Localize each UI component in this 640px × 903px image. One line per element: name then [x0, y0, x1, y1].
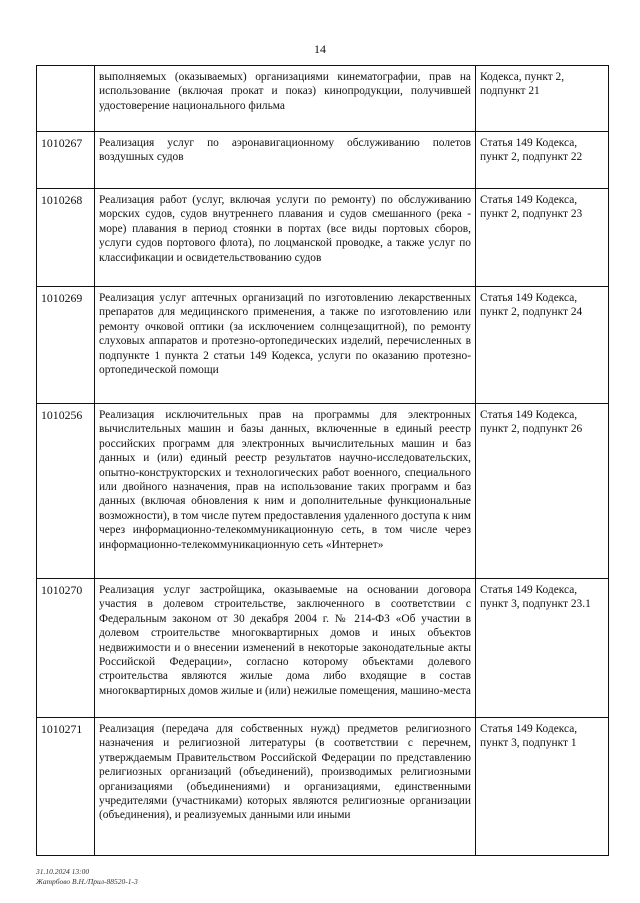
reference-cell: Статья 149 Кодекса, пункт 3, подпункт 1: [476, 718, 609, 856]
page-number: 14: [314, 42, 326, 56]
code-cell: 1010270: [37, 579, 95, 718]
table-row: [37, 287, 609, 404]
description-cell: Реализация услуг аптечных организаций по изготовлению лекарственных препаратов для медицинского применения, а также по изготовлению или ремонту очковой оптики (за исключением солнцезащитной), по ремонту слуховых аппаратов и протезно-ортопедических изделий, перечисленных в подпункте 1 пункта 2 статьи 149 Кодекса, услуги по оказанию протезно-ортопедической помощи: [95, 287, 476, 404]
code-cell: 1010269: [37, 287, 95, 404]
benefit-codes-table: [36, 65, 609, 856]
table-row: [37, 579, 609, 718]
code-cell: 1010256: [37, 404, 95, 579]
table-row: [37, 66, 609, 132]
reference-cell: Статья 149 Кодекса, пункт 2, подпункт 24: [476, 287, 609, 404]
document-footer: [36, 867, 138, 887]
code-cell: 1010268: [37, 189, 95, 287]
description-cell: Реализация услуг застройщика, оказываемые на основании договора участия в долевом строительстве, заключенного в соответствии с Федеральным законом от 30 декабря 2004 г. № 214-ФЗ «Об участии в долевом строительстве многоквартирных домов и иных объектов недвижимости и о внесении изменений в некоторые законодательные акты Российской Федерации», согласно которому объектами долевого строительства являются жилые дома либо входящие в состав многоквартирных домов жилые и (или) нежилые помещения, машино-места: [95, 579, 476, 718]
description-cell: Реализация работ (услуг, включая услуги по ремонту) по обслуживанию морских судов, судов внутреннего плавания и судов смешанного (река - море) плавания в период стоянки в портах (все виды портовых сборов, услуги судов портового флота), по лоцманской проводке, а также услуг по классификации и освидетельствованию судов: [95, 189, 476, 287]
reference-cell: Статья 149 Кодекса, пункт 2, подпункт 23: [476, 189, 609, 287]
description-cell: Реализация (передача для собственных нужд) предметов религиозного назначения и религиозной литературы (в соответствии с перечнем, утверждаемым Правительством Российской Федерации по представлению религиозных организаций (объединений), производимых религиозными организациями (объединениями) и организациями, единственными учредителями (участниками) которых являются религиозные организации (объединения), и реализуемых данными или иными: [95, 718, 476, 856]
footer-reference: Жатрбово В.Н./Прил-88520-1-3: [36, 877, 138, 886]
description-cell: выполняемых (оказываемых) организациями кинематографии, прав на использование (включая прокат и показ) кинопродукции, получившей удостоверение национального фильма: [95, 66, 476, 132]
table-row: [37, 189, 609, 287]
reference-cell: Статья 149 Кодекса, пункт 2, подпункт 26: [476, 404, 609, 579]
reference-cell: Статья 149 Кодекса, пункт 2, подпункт 22: [476, 132, 609, 189]
code-cell: [37, 66, 95, 132]
description-cell: Реализация услуг по аэронавигационному обслуживанию полетов воздушных судов: [95, 132, 476, 189]
table-row: [37, 718, 609, 856]
reference-cell: Кодекса, пункт 2, подпункт 21: [476, 66, 609, 132]
table-row: [37, 404, 609, 579]
code-cell: 1010267: [37, 132, 95, 189]
footer-timestamp: 31.10.2024 13:00: [36, 867, 90, 876]
description-cell: Реализация исключительных прав на программы для электронных вычислительных машин и базы данных, включенные в единый реестр российских программ для электронных вычислительных машин и баз данных и (или) единый реестр результатов научно-исследовательских, опытно-конструкторских и технологических работ военного, специального или двойного назначения, прав на использование таких программ и баз данных (включая обновления к ним и дополнительные функциональные возможности), в том числе путем предоставления удаленного доступа к ним через информационно-телекоммуникационную сеть, в том числе через информационно-телекоммуникационную сеть «Интернет»: [95, 404, 476, 579]
code-cell: 1010271: [37, 718, 95, 856]
reference-cell: Статья 149 Кодекса, пункт 3, подпункт 23.1: [476, 579, 609, 718]
table-row: [37, 132, 609, 189]
